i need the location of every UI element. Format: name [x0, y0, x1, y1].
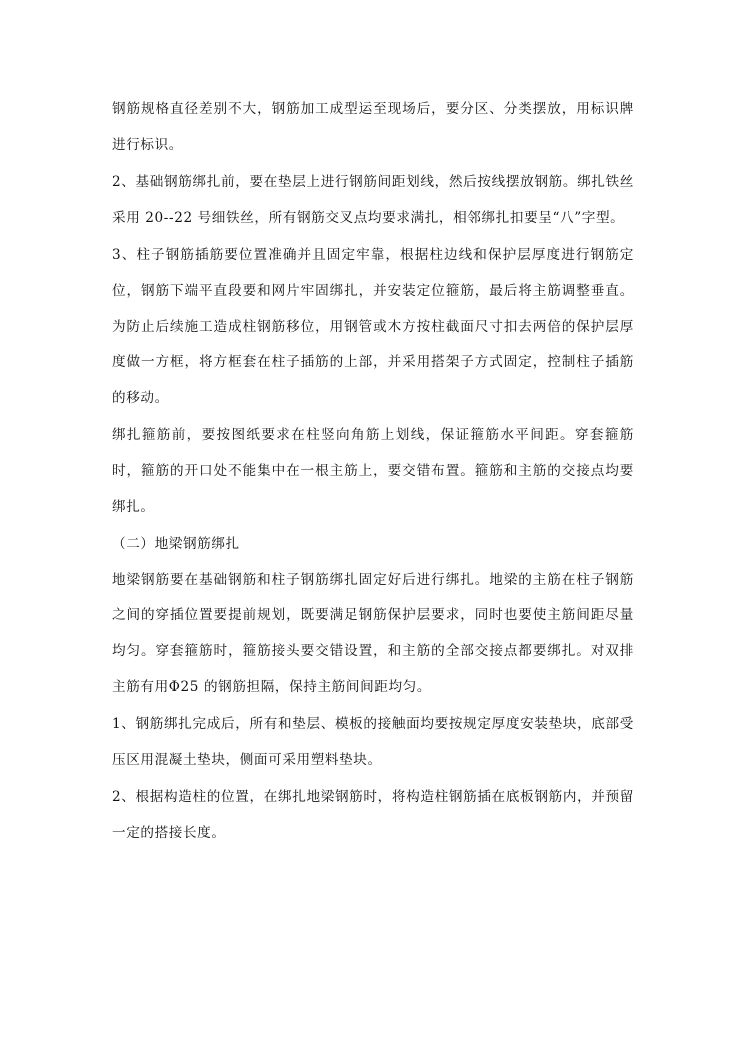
paragraph-ground-beam-binding: 地梁钢筋要在基础钢筋和柱子钢筋绑扎固定好后进行绑扎。地梁的主筋在柱子钢筋之间的穿插位置要提前规划，既要满足钢筋保护层要求，同时也要使主筋间距尽量均匀。穿套箍筋时，箍筋接头要交错设置，和主筋的全部交接点都要绑扎。对双排主筋有用Φ25 的钢筋担隔，保持主筋间间距均匀。: [112, 571, 634, 695]
section-heading-ground-beam: （二）地梁钢筋绑扎: [112, 536, 240, 553]
paragraph-spacer-blocks: 1、钢筋绑扎完成后，所有和垫层、模板的接触面均要按规定厚度安装垫块，底部受压区用混凝土垫块，侧面可采用塑料垫块。: [112, 716, 634, 768]
paragraph-stirrup-binding: 绑扎箍筋前，要按图纸要求在柱竖向角筋上划线，保证箍筋水平间距。穿套箍筋时，箍筋的开口处不能集中在一根主筋上，要交错布置。箍筋和主筋的交接点均要绑扎。: [112, 427, 634, 515]
paragraph-constructional-column: 2、根据构造柱的位置，在绑扎地梁钢筋时，将构造柱钢筋插在底板钢筋内，并预留一定的搭接长度。: [112, 789, 634, 841]
document-body: [112, 92, 634, 851]
paragraph-foundation-binding: 2、基础钢筋绑扎前，要在垫层上进行钢筋间距划线，然后按线摆放钢筋。绑扎铁丝采用 20--22 号细铁丝，所有钢筋交叉点均要求满扎，相邻绑扎扣要呈“八”字型。: [112, 174, 634, 226]
paragraph-rebar-storage: 钢筋规格直径差别不大，钢筋加工成型运至现场后，要分区、分类摆放，用标识牌进行标识。: [112, 101, 634, 153]
paragraph-column-dowels: 3、柱子钢筋插筋要位置准确并且固定牢靠，根据柱边线和保护层厚度进行钢筋定位，钢筋下端平直段要和网片牢固绑扎，并安装定位箍筋，最后将主筋调整垂直。为防止后续施工造成柱钢筋移位，用钢管或木方按柱截面尺寸扣去两倍的保护层厚度做一方框，将方框套在柱子插筋的上部，并采用搭架子方式固定，控制柱子插筋的移动。: [112, 247, 634, 406]
